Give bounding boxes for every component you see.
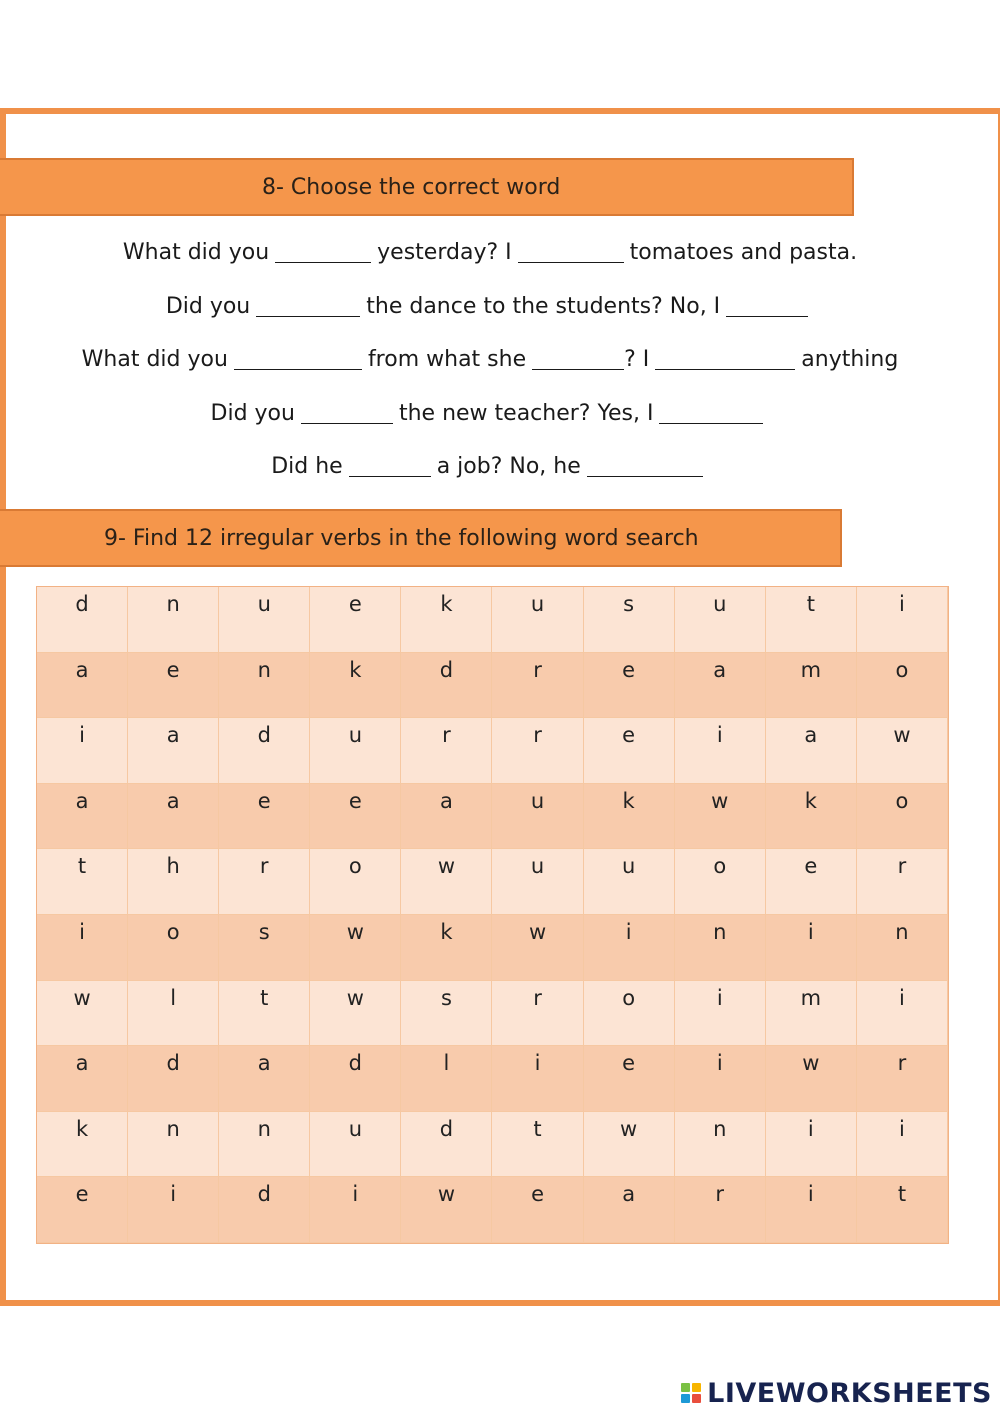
sentence-3 <box>0 333 980 387</box>
grid-cell[interactable]: w <box>857 718 948 784</box>
blank-input[interactable] <box>234 349 362 370</box>
grid-cell[interactable]: w <box>401 849 492 915</box>
sentence-text: the dance to the students? No, I <box>366 293 721 319</box>
grid-cell[interactable]: i <box>584 915 675 981</box>
sentence-5 <box>0 440 980 494</box>
grid-cell[interactable]: r <box>675 1177 766 1243</box>
grid-cell[interactable]: k <box>584 784 675 850</box>
grid-cell[interactable]: m <box>766 981 857 1047</box>
grid-cell[interactable]: a <box>37 653 128 719</box>
grid-cell[interactable]: r <box>857 1046 948 1112</box>
grid-cell[interactable]: n <box>219 1112 310 1178</box>
sentence-text: Did you <box>210 400 295 426</box>
grid-cell[interactable]: l <box>128 981 219 1047</box>
grid-cell[interactable]: u <box>310 1112 401 1178</box>
grid-cell[interactable]: o <box>310 849 401 915</box>
sentence-text: from what she <box>367 347 527 373</box>
grid-cell[interactable]: k <box>401 587 492 653</box>
grid-cell[interactable]: u <box>492 849 583 915</box>
grid-cell[interactable]: s <box>584 587 675 653</box>
grid-cell[interactable]: u <box>219 587 310 653</box>
grid-cell[interactable]: e <box>310 587 401 653</box>
grid-cell[interactable]: d <box>128 1046 219 1112</box>
grid-cell[interactable]: w <box>492 915 583 981</box>
grid-cell[interactable]: e <box>37 1177 128 1243</box>
grid-cell[interactable]: d <box>401 653 492 719</box>
blank-input[interactable] <box>655 349 795 370</box>
grid-cell[interactable]: i <box>675 1046 766 1112</box>
grid-cell[interactable]: a <box>37 784 128 850</box>
grid-cell[interactable]: n <box>128 1112 219 1178</box>
grid-cell[interactable]: a <box>401 784 492 850</box>
grid-cell[interactable]: w <box>766 1046 857 1112</box>
grid-cell[interactable]: i <box>492 1046 583 1112</box>
grid-cell[interactable]: i <box>675 981 766 1047</box>
grid-cell[interactable]: e <box>310 784 401 850</box>
grid-cell[interactable]: d <box>219 1177 310 1243</box>
grid-cell[interactable]: i <box>310 1177 401 1243</box>
grid-cell[interactable]: t <box>219 981 310 1047</box>
section-8-title: 8- Choose the correct word <box>262 174 561 200</box>
grid-cell[interactable]: e <box>584 1046 675 1112</box>
grid-cell[interactable]: l <box>401 1046 492 1112</box>
blank-input[interactable] <box>349 456 431 477</box>
sentence-1 <box>0 226 980 280</box>
grid-cell[interactable]: k <box>401 915 492 981</box>
grid-cell[interactable]: r <box>219 849 310 915</box>
sentence-text: Did you <box>165 293 251 319</box>
sentence-list <box>0 226 980 494</box>
grid-cell[interactable]: w <box>401 1177 492 1243</box>
logo-square <box>692 1394 701 1403</box>
grid-cell[interactable]: i <box>857 1112 948 1178</box>
grid-cell[interactable]: w <box>584 1112 675 1178</box>
grid-cell[interactable]: a <box>219 1046 310 1112</box>
sentence-text: ? I <box>624 347 650 373</box>
grid-cell[interactable]: r <box>857 849 948 915</box>
grid-cell[interactable]: e <box>766 849 857 915</box>
grid-cell[interactable]: m <box>766 653 857 719</box>
blank-input[interactable] <box>518 242 624 263</box>
grid-cell[interactable]: e <box>492 1177 583 1243</box>
liveworksheets-logo-icon <box>681 1383 701 1403</box>
blank-input[interactable] <box>587 456 703 477</box>
grid-cell[interactable]: n <box>675 1112 766 1178</box>
sentence-text: a job? No, he <box>436 454 581 480</box>
sentence-text: What did you <box>122 240 270 266</box>
grid-cell[interactable]: t <box>37 849 128 915</box>
sentence-2 <box>0 280 980 334</box>
section-9-title: 9- Find 12 irregular verbs in the following word search <box>104 525 699 551</box>
grid-cell[interactable]: u <box>584 849 675 915</box>
grid-cell[interactable]: d <box>37 587 128 653</box>
grid-cell[interactable]: w <box>675 784 766 850</box>
grid-cell[interactable]: o <box>584 981 675 1047</box>
section-9-header <box>0 509 842 567</box>
section-8-header <box>0 158 854 216</box>
sentence-text: yesterday? I <box>377 240 512 266</box>
grid-cell[interactable]: t <box>857 1177 948 1243</box>
grid-cell[interactable]: r <box>492 981 583 1047</box>
grid-cell[interactable]: d <box>401 1112 492 1178</box>
blank-input[interactable] <box>275 242 371 263</box>
grid-cell[interactable]: i <box>675 718 766 784</box>
grid-cell[interactable]: a <box>37 1046 128 1112</box>
grid-cell[interactable]: a <box>128 784 219 850</box>
sentence-text: Did he <box>271 454 343 480</box>
grid-cell[interactable]: s <box>219 915 310 981</box>
grid-cell[interactable]: r <box>492 718 583 784</box>
grid-cell[interactable]: n <box>675 915 766 981</box>
grid-cell[interactable]: i <box>857 981 948 1047</box>
grid-cell[interactable]: w <box>37 981 128 1047</box>
grid-cell[interactable]: a <box>128 718 219 784</box>
grid-cell[interactable]: i <box>766 1112 857 1178</box>
grid-cell[interactable]: o <box>857 653 948 719</box>
sentence-text: What did you <box>81 347 228 373</box>
grid-cell[interactable]: i <box>766 915 857 981</box>
word-search-grid <box>36 586 949 1244</box>
grid-cell[interactable]: u <box>310 718 401 784</box>
blank-input[interactable] <box>532 349 624 370</box>
sentence-4 <box>0 387 980 441</box>
liveworksheets-logo <box>681 1376 992 1410</box>
grid-cell[interactable]: e <box>219 784 310 850</box>
grid-cell[interactable]: d <box>219 718 310 784</box>
blank-input[interactable] <box>301 403 393 424</box>
grid-cell[interactable]: k <box>310 653 401 719</box>
grid-cell[interactable]: k <box>766 784 857 850</box>
grid-cell[interactable]: d <box>310 1046 401 1112</box>
grid-cell[interactable]: e <box>584 718 675 784</box>
logo-text: LIVEWORKSHEETS <box>707 1377 992 1409</box>
grid-cell[interactable]: r <box>492 653 583 719</box>
grid-cell[interactable]: e <box>128 653 219 719</box>
grid-cell[interactable]: w <box>310 981 401 1047</box>
logo-square <box>692 1383 701 1392</box>
grid-cell[interactable]: w <box>310 915 401 981</box>
grid-cell[interactable]: a <box>584 1177 675 1243</box>
grid-cell[interactable]: i <box>857 587 948 653</box>
grid-cell[interactable]: i <box>37 718 128 784</box>
blank-input[interactable] <box>659 403 763 424</box>
grid-cell[interactable]: e <box>584 653 675 719</box>
grid-cell[interactable]: s <box>401 981 492 1047</box>
sentence-text: anything <box>801 347 899 373</box>
grid-cell[interactable]: u <box>492 587 583 653</box>
grid-cell[interactable]: o <box>675 849 766 915</box>
logo-square <box>681 1383 690 1392</box>
logo-square <box>681 1394 690 1403</box>
grid-cell[interactable]: k <box>37 1112 128 1178</box>
grid-cell[interactable]: n <box>219 653 310 719</box>
blank-input[interactable] <box>726 296 808 317</box>
grid-cell[interactable]: t <box>766 587 857 653</box>
grid-cell[interactable]: i <box>37 915 128 981</box>
grid-cell[interactable]: i <box>766 1177 857 1243</box>
grid-cell[interactable]: h <box>128 849 219 915</box>
blank-input[interactable] <box>256 296 360 317</box>
grid-cell[interactable]: a <box>766 718 857 784</box>
grid-cell[interactable]: i <box>128 1177 219 1243</box>
grid-cell[interactable]: r <box>401 718 492 784</box>
grid-cell[interactable]: u <box>492 784 583 850</box>
grid-cell[interactable]: n <box>128 587 219 653</box>
sentence-text: tomatoes and pasta. <box>629 240 858 266</box>
grid-cell[interactable]: n <box>857 915 948 981</box>
grid-cell[interactable]: o <box>857 784 948 850</box>
grid-cell[interactable]: a <box>675 653 766 719</box>
grid-cell[interactable]: t <box>492 1112 583 1178</box>
grid-cell[interactable]: u <box>675 587 766 653</box>
grid-cell[interactable]: o <box>128 915 219 981</box>
sentence-text: the new teacher? Yes, I <box>398 400 654 426</box>
